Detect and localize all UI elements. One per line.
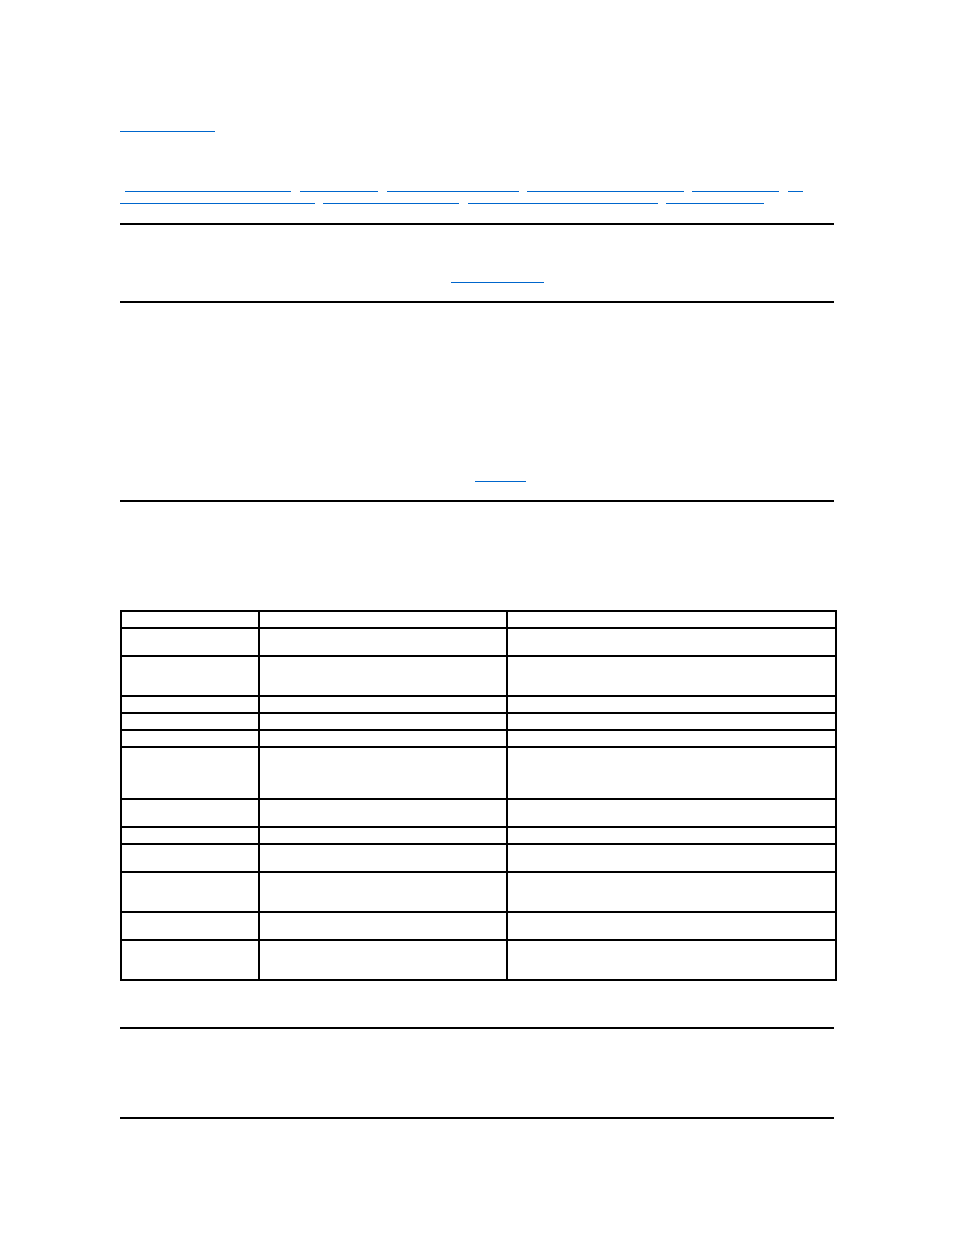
table-cell: [507, 628, 836, 656]
table-cell: [507, 656, 836, 696]
divider-2: [120, 301, 834, 303]
table-cell: [121, 696, 259, 713]
table-row: [121, 730, 836, 747]
table-cell: [121, 872, 259, 912]
index-link-4[interactable]: [527, 190, 684, 192]
table-cell: [121, 940, 259, 980]
table-cell: [121, 628, 259, 656]
table-cell: [507, 747, 836, 799]
top-link[interactable]: [120, 130, 215, 132]
table-cell: [121, 611, 259, 628]
index-link-9[interactable]: [468, 202, 658, 204]
table-cell: [259, 730, 507, 747]
divider-4: [120, 1027, 834, 1029]
table-row: [121, 628, 836, 656]
table-cell: [507, 940, 836, 980]
table-row: [121, 872, 836, 912]
table-cell: [259, 696, 507, 713]
table-row: [121, 827, 836, 844]
table-cell: [121, 844, 259, 872]
table-cell: [507, 912, 836, 940]
table-cell: [507, 844, 836, 872]
table-cell: [259, 844, 507, 872]
table-cell: [259, 940, 507, 980]
table-cell: [121, 713, 259, 730]
section-link-2[interactable]: [475, 480, 526, 482]
table-row: [121, 656, 836, 696]
data-table: [120, 610, 837, 981]
divider-3: [120, 500, 834, 502]
table-cell: [121, 799, 259, 827]
table-row: [121, 713, 836, 730]
section-link-1[interactable]: [451, 281, 544, 283]
table-cell: [259, 872, 507, 912]
table-cell: [507, 799, 836, 827]
table-cell: [507, 827, 836, 844]
table-row: [121, 940, 836, 980]
table-cell: [259, 747, 507, 799]
table-row: [121, 747, 836, 799]
table-cell: [507, 696, 836, 713]
table-row: [121, 799, 836, 827]
table-cell: [121, 827, 259, 844]
index-link-8[interactable]: [323, 202, 459, 204]
divider-5: [120, 1117, 834, 1119]
table-cell: [259, 912, 507, 940]
index-link-5[interactable]: [692, 190, 779, 192]
table-cell: [121, 730, 259, 747]
table-cell: [259, 628, 507, 656]
table-cell: [121, 656, 259, 696]
divider-1: [120, 223, 834, 225]
table-cell: [259, 713, 507, 730]
index-link-10[interactable]: [666, 202, 764, 204]
index-link-6[interactable]: [788, 190, 803, 192]
table-cell: [259, 799, 507, 827]
index-link-3[interactable]: [387, 190, 519, 192]
table-cell: [507, 713, 836, 730]
table-cell: [259, 656, 507, 696]
table-cell: [507, 730, 836, 747]
table-row: [121, 912, 836, 940]
table-row: [121, 611, 836, 628]
table-cell: [259, 611, 507, 628]
table-row: [121, 696, 836, 713]
table-cell: [507, 872, 836, 912]
table-cell: [507, 611, 836, 628]
index-link-7[interactable]: [120, 202, 315, 204]
index-link-1[interactable]: [125, 190, 291, 192]
table-cell: [259, 827, 507, 844]
table-cell: [121, 912, 259, 940]
table-row: [121, 844, 836, 872]
table-cell: [121, 747, 259, 799]
index-link-2[interactable]: [300, 190, 378, 192]
